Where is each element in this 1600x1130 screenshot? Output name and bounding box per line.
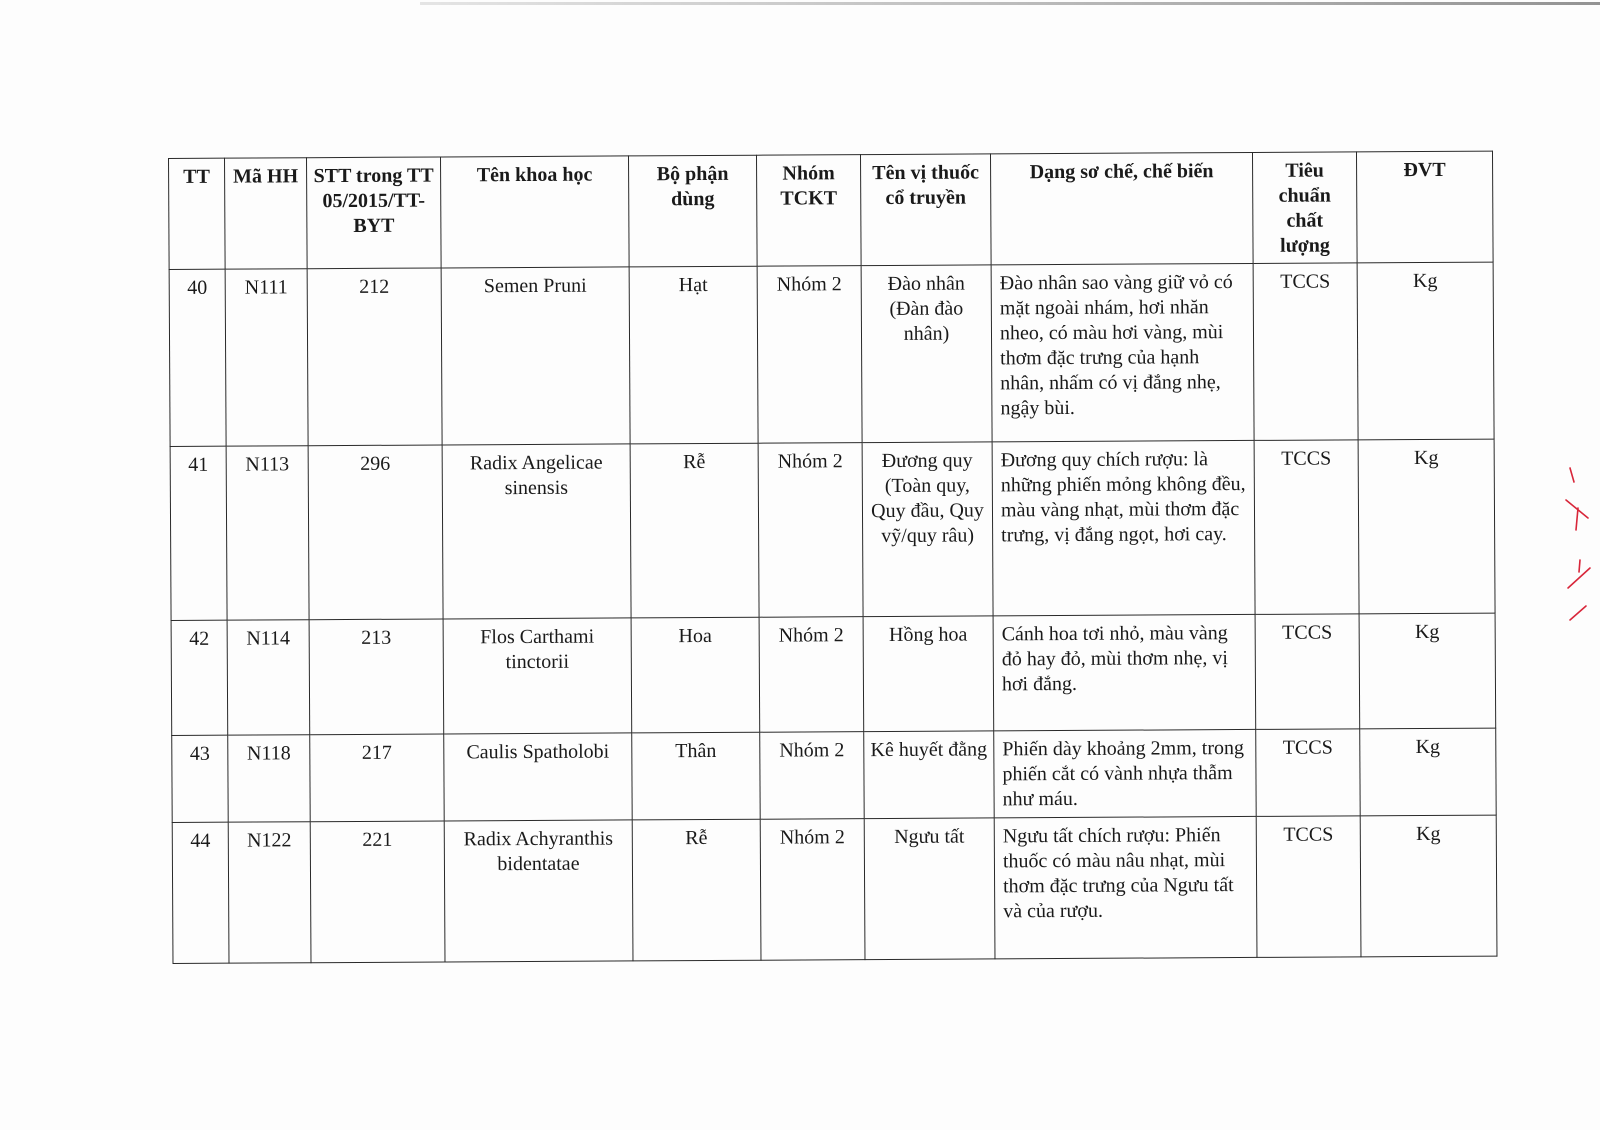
header-ten-vi-thuoc: Tên vị thuốc cổ truyền xyxy=(860,154,991,266)
cell-tt: 44 xyxy=(172,822,229,963)
cell-tt: 43 xyxy=(172,735,228,822)
cell-ma-hh: N118 xyxy=(228,735,310,822)
cell-nhom-tckt: Nhóm 2 xyxy=(758,443,863,618)
table-row xyxy=(170,439,1495,620)
stamp-mark-1 xyxy=(1570,468,1574,482)
herbal-table xyxy=(168,151,1497,964)
cell-stt: 213 xyxy=(309,619,444,735)
cell-dvt: Kg xyxy=(1360,815,1497,957)
cell-stt: 221 xyxy=(310,821,445,963)
cell-nhom-tckt: Nhóm 2 xyxy=(760,819,865,961)
red-stamp-edge-marks xyxy=(1562,460,1598,630)
cell-nhom-tckt: Nhóm 2 xyxy=(760,732,864,820)
header-tt: TT xyxy=(169,158,226,269)
cell-tieu-chuan: TCCS xyxy=(1254,440,1359,615)
cell-bo-phan-dung: Rễ xyxy=(632,819,761,961)
cell-tieu-chuan: TCCS xyxy=(1256,729,1360,817)
scan-edge-line xyxy=(420,2,1600,5)
cell-dang-so-che: Cánh hoa tơi nhỏ, màu vàng đỏ hay đỏ, mùi thơm nhẹ, vị hơi đắng. xyxy=(993,614,1256,730)
cell-ma-hh: N111 xyxy=(225,269,308,446)
table-row xyxy=(171,613,1496,735)
cell-tieu-chuan: TCCS xyxy=(1256,816,1361,958)
cell-ten-khoa-hoc: Flos Carthami tinctorii xyxy=(443,618,632,734)
cell-ten-khoa-hoc: Semen Pruni xyxy=(441,267,630,445)
stamp-mark-3 xyxy=(1576,508,1578,530)
cell-ma-hh: N114 xyxy=(227,620,310,735)
table-row xyxy=(172,728,1496,822)
cell-nhom-tckt: Nhóm 2 xyxy=(759,617,864,733)
cell-stt: 212 xyxy=(307,268,442,446)
header-tieu-chuan: Tiêu chuẩn chất lượng xyxy=(1252,152,1357,264)
header-ma-hh: Mã HH xyxy=(225,158,308,269)
table-row xyxy=(172,815,1497,963)
cell-dang-so-che: Phiến dày khoảng 2mm, trong phiến cắt có vành nhựa thẫm như máu. xyxy=(994,729,1256,817)
cell-ma-hh: N122 xyxy=(228,822,311,963)
cell-bo-phan-dung: Hạt xyxy=(629,266,758,444)
cell-dang-so-che: Ngưu tất chích rượu: Phiến thuốc có màu nâu nhạt, mùi thơm đặc trưng của Ngưu tất và của rượu. xyxy=(994,816,1257,958)
cell-ma-hh: N113 xyxy=(226,446,309,620)
header-bo-phan-dung: Bộ phận dùng xyxy=(628,155,757,267)
cell-ten-khoa-hoc: Radix Achyranthis bidentatae xyxy=(444,820,633,962)
cell-stt: 296 xyxy=(308,445,443,620)
stamp-mark-6 xyxy=(1570,606,1586,620)
header-dang-so-che: Dạng sơ chế, chế biến xyxy=(990,152,1253,264)
cell-ten-vi-thuoc: Đào nhân (Đàn đào nhân) xyxy=(861,265,992,443)
cell-ten-khoa-hoc: Caulis Spatholobi xyxy=(444,733,632,821)
table-row xyxy=(169,262,1494,446)
cell-tieu-chuan: TCCS xyxy=(1255,614,1360,730)
cell-ten-khoa-hoc: Radix Angelicae sinensis xyxy=(442,444,631,619)
cell-stt: 217 xyxy=(310,734,444,822)
cell-tt: 42 xyxy=(171,620,228,735)
cell-tieu-chuan: TCCS xyxy=(1253,263,1358,441)
herbal-table-wrapper xyxy=(168,151,1496,964)
cell-nhom-tckt: Nhóm 2 xyxy=(757,266,862,444)
header-stt: STT trong TT 05/2015/TT-BYT xyxy=(307,157,442,269)
table-header-row xyxy=(169,151,1494,269)
stamp-mark-4 xyxy=(1579,560,1580,572)
cell-bo-phan-dung: Rễ xyxy=(630,443,759,618)
cell-ten-vi-thuoc: Ngưu tất xyxy=(864,818,995,960)
header-ten-khoa-hoc: Tên khoa học xyxy=(440,156,629,268)
header-dvt: ĐVT xyxy=(1356,151,1493,263)
cell-ten-vi-thuoc: Hồng hoa xyxy=(863,616,994,732)
cell-ten-vi-thuoc: Kê huyết đằng xyxy=(864,731,994,819)
cell-dvt: Kg xyxy=(1360,728,1496,816)
cell-bo-phan-dung: Thân xyxy=(632,732,760,820)
cell-dvt: Kg xyxy=(1358,439,1495,614)
cell-dang-so-che: Đương quy chích rượu: là những phiến mỏng không đều, màu vàng nhạt, mùi thơm đặc trưng, vị đắng ngọt, hơi cay. xyxy=(992,440,1255,615)
header-nhom-tckt: Nhóm TCKT xyxy=(756,155,861,267)
cell-bo-phan-dung: Hoa xyxy=(631,617,760,733)
cell-dang-so-che: Đào nhân sao vàng giữ vỏ có mặt ngoài nhám, hơi nhăn nheo, có màu hơi vàng, mùi thơm đặc trưng của hạnh nhân, nhấm có vị đắng nhẹ, ngậy bùi. xyxy=(991,263,1254,441)
cell-tt: 41 xyxy=(170,446,227,620)
cell-tt: 40 xyxy=(169,269,226,446)
cell-dvt: Kg xyxy=(1359,613,1496,729)
cell-dvt: Kg xyxy=(1357,262,1494,440)
cell-ten-vi-thuoc: Đương quy (Toàn quy, Quy đầu, Quy vỹ/quy râu) xyxy=(862,442,993,617)
